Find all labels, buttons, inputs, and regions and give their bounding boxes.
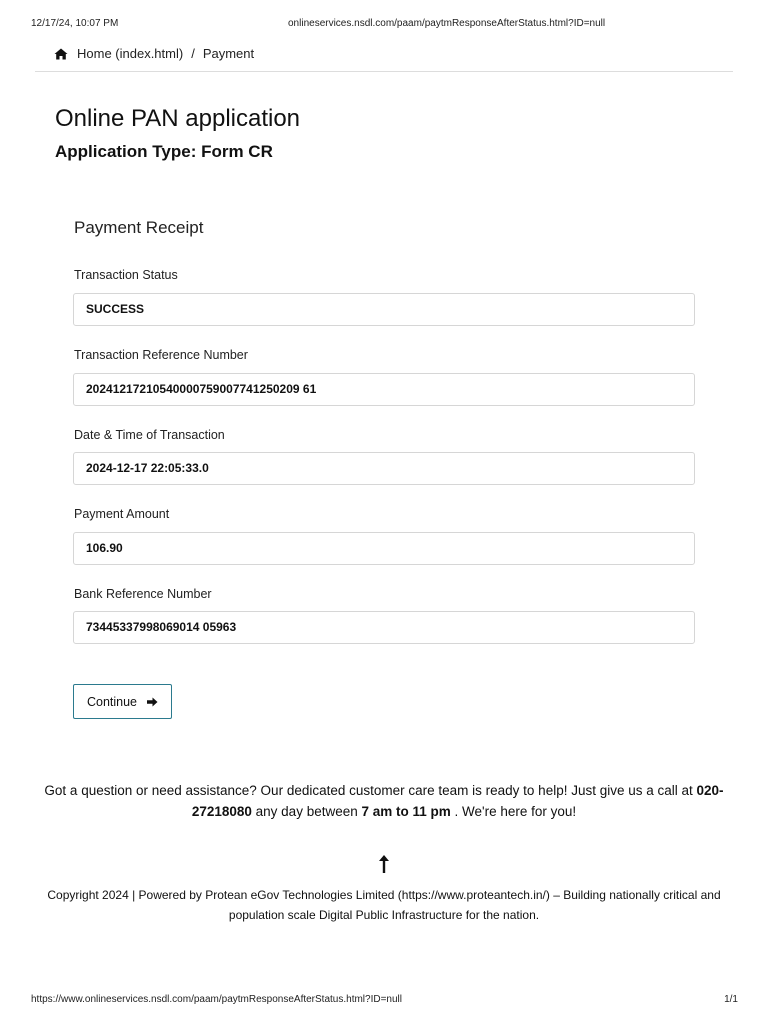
print-page-number: 1/1: [724, 994, 738, 1005]
breadcrumb: [54, 46, 254, 61]
transaction-reference-label: Transaction Reference Number: [74, 348, 248, 362]
print-url: onlineservices.nsdl.com/paam/paytmResponseAfterStatus.html?ID=null: [288, 18, 606, 29]
home-icon: [54, 48, 68, 60]
page-subtitle: Application Type: Form CR: [55, 142, 273, 161]
transaction-status-label: Transaction Status: [74, 268, 178, 282]
transaction-datetime-label: Date & Time of Transaction: [74, 428, 225, 442]
help-hours: 7 am to 11 pm: [361, 804, 451, 819]
bank-reference-field: 73445337998069014 05963: [73, 611, 695, 644]
continue-label: Continue: [86, 694, 138, 709]
payment-amount-label: Payment Amount: [74, 507, 170, 521]
help-text: [40, 780, 728, 822]
help-middle: any day between: [251, 804, 362, 819]
print-datetime: 12/17/24, 10:07 PM: [31, 18, 119, 29]
print-footer-url: https://www.onlineservices.nsdl.com/paam/paytmResponseAfterStatus.html?ID=null: [31, 994, 403, 1005]
arrow-right-icon: [147, 697, 158, 707]
page-title: Online PAN application: [55, 105, 301, 132]
help-phone: 020-27218080: [191, 783, 724, 819]
transaction-reference-field: 20241217210540000759007741250209 61: [73, 373, 695, 406]
payment-amount-field: 106.90: [73, 532, 695, 565]
copyright-text: Copyright 2024 | Powered by Protean eGov Technologies Limited (https://www.proteantech.in/) – Building nationally critical and population scale Digital Public Infrastructure for the nation.: [47, 888, 721, 922]
breadcrumb-home-link[interactable]: Home (index.html): [77, 46, 184, 61]
bank-reference-label: Bank Reference Number: [74, 587, 212, 601]
breadcrumb-current: Payment: [202, 46, 255, 61]
breadcrumb-separator: /: [191, 46, 195, 61]
help-suffix: . We're here for you!: [450, 804, 577, 819]
transaction-status-field: SUCCESS: [73, 293, 695, 326]
receipt-title: Payment Receipt: [74, 218, 204, 237]
help-prefix: Got a question or need assistance? Our dedicated customer care team is ready to help! Just give us a call at: [44, 783, 697, 798]
header-divider: [35, 71, 733, 72]
arrow-up-icon[interactable]: [376, 853, 392, 875]
transaction-datetime-field: 2024-12-17 22:05:33.0: [73, 452, 695, 485]
continue-button[interactable]: [73, 684, 172, 719]
